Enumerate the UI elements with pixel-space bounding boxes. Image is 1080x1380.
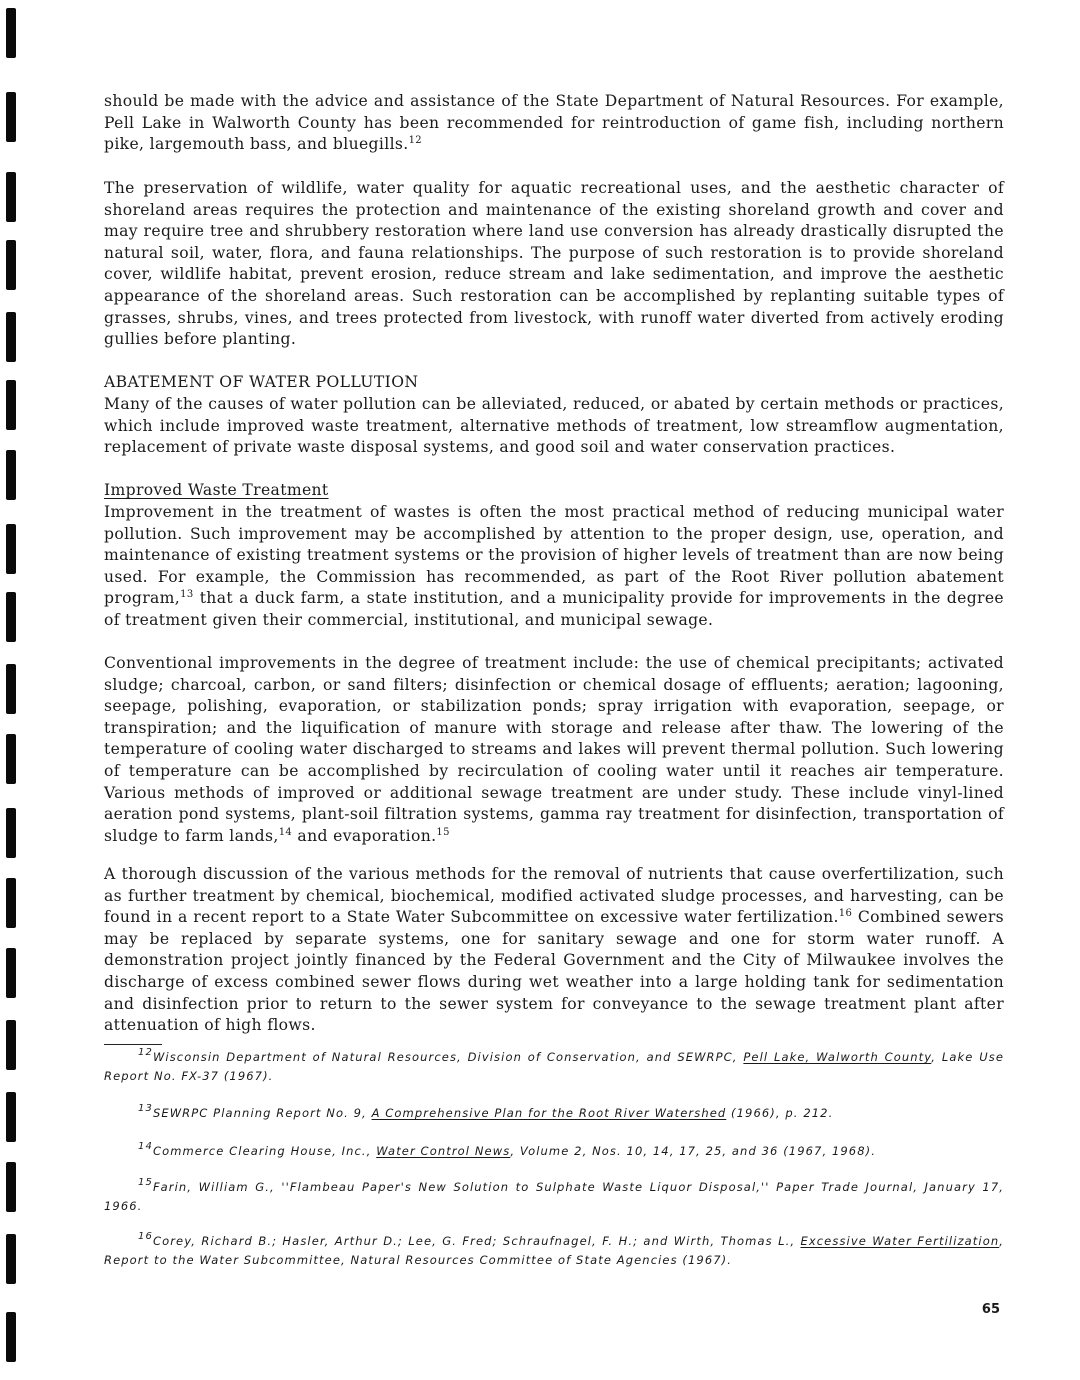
binding-hole (6, 524, 16, 574)
page-number: 65 (981, 1302, 1000, 1317)
paragraph-text: A thorough discussion of the various methods for the removal of nutrients that cause overfertilization, such as further treatment by chemical, biochemical, modified activated sludge processes, and harvesting, can be found in a recent report to a State Water Subcommittee on excessive water fertilization. (104, 865, 1004, 927)
paragraph-shoreland-preservation (104, 178, 1004, 351)
paragraph-pollution-causes (104, 394, 1004, 459)
footnote-text: , Lake Use Report No. FX-37 (1967). (104, 1050, 1005, 1083)
footnote-number: 16 (138, 1231, 153, 1242)
footnote-text: , Volume 2, Nos. 10, 14, 17, 25, and 36 (1967, 1968). (510, 1144, 876, 1158)
binding-hole (6, 312, 16, 362)
footnote-text: SEWRPC Planning Report No. 9, (152, 1106, 372, 1120)
footnote-text: Corey, Richard B.; Hasler, Arthur D.; Lee, G. Fred; Schraufnagel, F. H.; and Wirth, Thomas L., (152, 1234, 801, 1248)
footnote-text: Wisconsin Department of Natural Resources, Division of Conservation, and SEWRPC, (152, 1050, 744, 1064)
footnote-number: 14 (138, 1141, 153, 1152)
footnote-14 (104, 1142, 1004, 1161)
footnote-15 (104, 1178, 1004, 1216)
section-heading: ABATEMENT OF WATER POLLUTION (104, 373, 419, 391)
paragraph-text: Conventional improvements in the degree of treatment include: the use of chemical precipitants; activated sludge; charcoal, carbon, or sand filters; disinfection or chemical dosage of effluents; aeration; lagooning, seepage, polishing, evaporation, or stabilization ponds; spray irrigation with evaporation, seepage, or transpiration; and the liquification of manure with storage and release after thaw. The lowering of the temperature of cooling water discharged to streams and lakes will prevent thermal pollution. Such lowering of temperature can be accomplished by recirculation of cooling water until it reaches air temperature. Various methods of improved or additional sewage treatment are under study. These include vinyl-lined aeration pond systems, plant-soil filtration systems, gamma ray treatment for disinfection, transportation of sludge to farm lands, (104, 654, 1004, 845)
footnote-text: , Report to the Water Subcommittee, Natural Resources Committee of State Agencies (1967). (104, 1234, 1004, 1267)
paragraph-text: Combined sewers may be replaced by separate systems, one for sanitary sewage and one for storm water runoff. A demonstration project jointly financed by the Federal Government and the City of Milwaukee involves the discharge of excess combined sewer flows during wet weather into a large holding tank for sedimentation and disinfection prior to return to the sewer system for conveyance to the sewage treatment plant after attenuation of high flows. (104, 908, 1004, 1035)
paragraph-conventional-improvements (104, 653, 1004, 847)
binding-hole (6, 240, 16, 290)
footnote-16 (104, 1232, 1004, 1270)
binding-hole (6, 172, 16, 222)
footnote-ref: 16 (838, 908, 853, 920)
binding-hole (6, 380, 16, 430)
binding-hole (6, 592, 16, 642)
footnote-title: Excessive Water Fertilization (800, 1234, 1000, 1248)
paragraph-nutrient-removal (104, 864, 1004, 1037)
binding-hole (6, 8, 16, 58)
binding-hole (6, 1162, 16, 1212)
footnote-divider (104, 1044, 162, 1045)
footnote-number: 12 (138, 1047, 153, 1058)
binding-hole (6, 1020, 16, 1070)
footnote-text: Commerce Clearing House, Inc., (152, 1144, 377, 1158)
footnote-title: A Comprehensive Plan for the Root River Watershed (371, 1106, 727, 1120)
paragraph-text: The preservation of wildlife, water quality for aquatic recreational uses, and the aesthetic character of shoreland areas requires the protection and maintenance of the existing shoreland growth and cover and may require tree and shrubbery restoration where land use conversion has already drastically disrupted the natural soil, water, flora, and fauna relationships. The purpose of such restoration is to provide shoreland cover, wildlife habitat, prevent erosion, reduce stream and lake sedimentation, and improve the aesthetic appearance of the shoreland areas. Such restoration can be accomplished by replanting suitable types of grasses, shrubs, vines, and trees protected from livestock, with runoff water diverted from actively eroding gullies before planting. (104, 179, 1004, 349)
footnote-12 (104, 1048, 1004, 1086)
subsection-heading: Improved Waste Treatment (104, 481, 329, 499)
footnote-ref: 15 (436, 826, 450, 838)
binding-hole (6, 734, 16, 784)
binding-hole (6, 664, 16, 714)
binding-hole (6, 878, 16, 928)
footnote-title: Water Control News (376, 1144, 511, 1158)
binding-hole (6, 450, 16, 500)
paragraph-text: should be made with the advice and assistance of the State Department of Natural Resources. For example, Pell Lake in Walworth County has been recommended for reintroduction of game fish, including northern pike, largemouth bass, and bluegills. (104, 92, 1004, 154)
footnote-ref: 13 (180, 589, 194, 601)
binding-holes (6, 0, 20, 1380)
footnote-number: 15 (138, 1177, 153, 1188)
paragraph-text: and evaporation. (292, 826, 437, 845)
footnote-title: Pell Lake, Walworth County (743, 1050, 932, 1064)
footnote-number: 13 (138, 1103, 153, 1114)
binding-hole (6, 948, 16, 998)
paragraph-text: Many of the causes of water pollution can be alleviated, reduced, or abated by certain methods or practices, which include improved waste treatment, alternative methods of treatment, low streamflow augmentation, replacement of private waste disposal systems, and good soil and water conservation practices. (104, 395, 1004, 457)
binding-hole (6, 1312, 16, 1362)
binding-hole (6, 92, 16, 142)
paragraph-fish-reintroduction (104, 91, 1004, 156)
footnote-ref: 14 (278, 826, 293, 838)
footnote-text: Farin, William G., ''Flambeau Paper's New Solution to Sulphate Waste Liquor Disposal,'' Paper Trade Journal, January 17, 1966. (104, 1180, 1004, 1213)
binding-hole (6, 808, 16, 858)
paragraph-text: Improvement in the treatment of wastes is often the most practical method of reducing municipal water pollution. Such improvement may be accomplished by attention to the proper design, use, operation, and maintenance of existing treatment systems or the provision of higher levels of treatment than are now being used. For example, the Commission has recommended, as part of the Root River pollution abatement program, (104, 503, 1004, 608)
binding-hole (6, 1092, 16, 1142)
paragraph-text: that a duck farm, a state institution, and a municipality provide for improvements in the degree of treatment given their commercial, institutional, and municipal sewage. (104, 589, 1004, 629)
footnote-text: (1966), p. 212. (726, 1106, 834, 1120)
binding-hole (6, 1234, 16, 1284)
footnote-13 (104, 1104, 1004, 1123)
footnote-ref: 12 (408, 135, 423, 147)
paragraph-waste-treatment (104, 502, 1004, 632)
